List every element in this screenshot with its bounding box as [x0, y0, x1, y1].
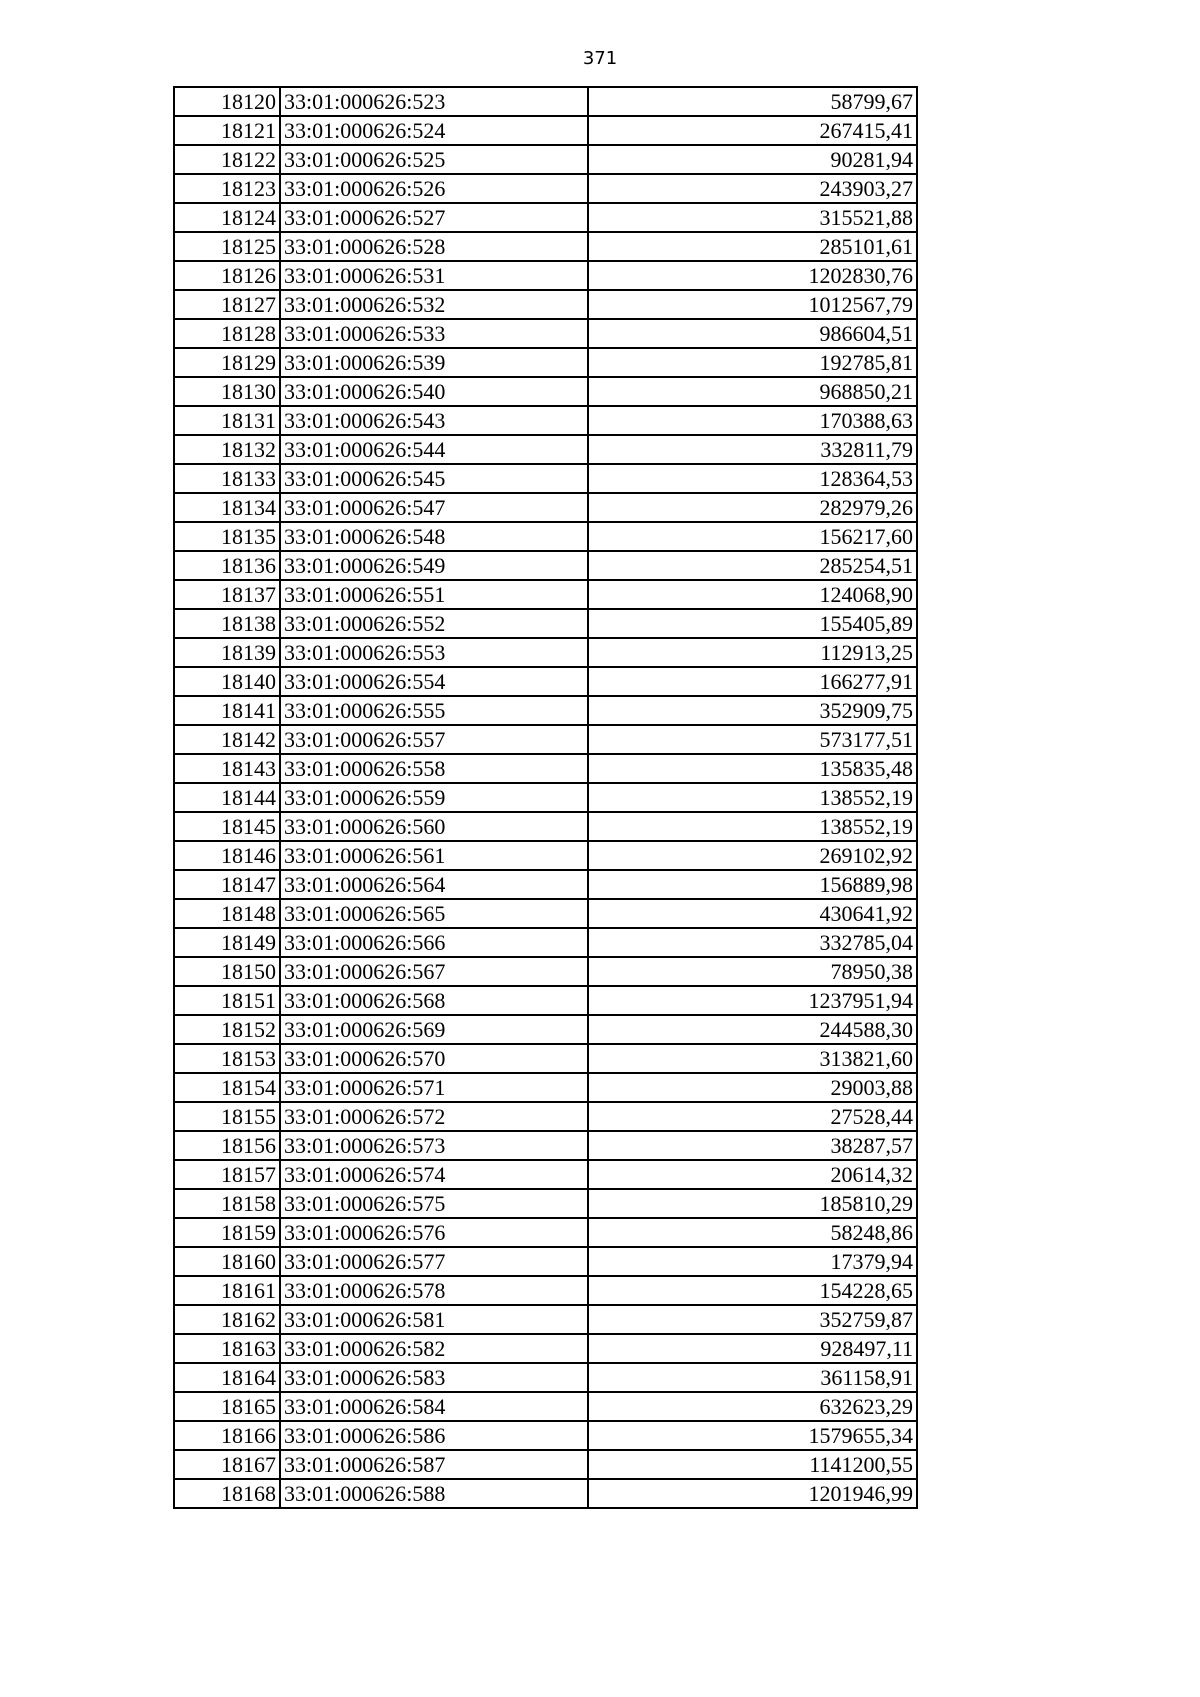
- cadastral-number-cell: 33:01:000626:574: [280, 1160, 588, 1189]
- cadastral-number-cell: 33:01:000626:569: [280, 1015, 588, 1044]
- cadastral-value-cell: 38287,57: [588, 1131, 917, 1160]
- table-row: [174, 1305, 917, 1334]
- table-row: [174, 319, 917, 348]
- cadastral-number-cell: 33:01:000626:532: [280, 290, 588, 319]
- cadastral-value-cell: 166277,91: [588, 667, 917, 696]
- row-number-cell: 18122: [174, 145, 280, 174]
- cadastral-value-cell: 352759,87: [588, 1305, 917, 1334]
- row-number-cell: 18167: [174, 1450, 280, 1479]
- cadastral-number-cell: 33:01:000626:586: [280, 1421, 588, 1450]
- cadastral-number-cell: 33:01:000626:524: [280, 116, 588, 145]
- row-number-cell: 18131: [174, 406, 280, 435]
- cadastral-value-cell: 968850,21: [588, 377, 917, 406]
- row-number-cell: 18168: [174, 1479, 280, 1508]
- cadastral-number-cell: 33:01:000626:557: [280, 725, 588, 754]
- cadastral-value-cell: 27528,44: [588, 1102, 917, 1131]
- table-row: [174, 551, 917, 580]
- row-number-cell: 18145: [174, 812, 280, 841]
- table-body: [174, 87, 917, 1508]
- row-number-cell: 18160: [174, 1247, 280, 1276]
- cadastral-value-cell: 986604,51: [588, 319, 917, 348]
- cadastral-number-cell: 33:01:000626:543: [280, 406, 588, 435]
- cadastral-number-cell: 33:01:000626:539: [280, 348, 588, 377]
- table-row: [174, 116, 917, 145]
- cadastral-value-cell: 138552,19: [588, 783, 917, 812]
- table-row: [174, 406, 917, 435]
- row-number-cell: 18139: [174, 638, 280, 667]
- cadastral-number-cell: 33:01:000626:588: [280, 1479, 588, 1508]
- cadastral-number-cell: 33:01:000626:540: [280, 377, 588, 406]
- cadastral-value-cell: 267415,41: [588, 116, 917, 145]
- row-number-cell: 18151: [174, 986, 280, 1015]
- cadastral-number-cell: 33:01:000626:553: [280, 638, 588, 667]
- cadastral-number-cell: 33:01:000626:549: [280, 551, 588, 580]
- row-number-cell: 18156: [174, 1131, 280, 1160]
- cadastral-value-cell: 1201946,99: [588, 1479, 917, 1508]
- cadastral-value-cell: 112913,25: [588, 638, 917, 667]
- cadastral-value-cell: 135835,48: [588, 754, 917, 783]
- cadastral-number-cell: 33:01:000626:568: [280, 986, 588, 1015]
- row-number-cell: 18144: [174, 783, 280, 812]
- row-number-cell: 18148: [174, 899, 280, 928]
- table-row: [174, 1334, 917, 1363]
- cadastral-number-cell: 33:01:000626:565: [280, 899, 588, 928]
- cadastral-number-cell: 33:01:000626:533: [280, 319, 588, 348]
- cadastral-value-cell: 20614,32: [588, 1160, 917, 1189]
- row-number-cell: 18159: [174, 1218, 280, 1247]
- cadastral-value-cell: 269102,92: [588, 841, 917, 870]
- cadastral-number-cell: 33:01:000626:561: [280, 841, 588, 870]
- table-row: [174, 580, 917, 609]
- cadastral-value-cell: 138552,19: [588, 812, 917, 841]
- row-number-cell: 18150: [174, 957, 280, 986]
- cadastral-value-cell: 928497,11: [588, 1334, 917, 1363]
- page-number: 371: [582, 48, 618, 69]
- row-number-cell: 18126: [174, 261, 280, 290]
- row-number-cell: 18130: [174, 377, 280, 406]
- cadastral-number-cell: 33:01:000626:564: [280, 870, 588, 899]
- row-number-cell: 18153: [174, 1044, 280, 1073]
- table-row: [174, 435, 917, 464]
- row-number-cell: 18134: [174, 493, 280, 522]
- row-number-cell: 18132: [174, 435, 280, 464]
- row-number-cell: 18142: [174, 725, 280, 754]
- row-number-cell: 18135: [174, 522, 280, 551]
- cadastral-number-cell: 33:01:000626:587: [280, 1450, 588, 1479]
- table-row: [174, 290, 917, 319]
- table-row: [174, 609, 917, 638]
- row-number-cell: 18146: [174, 841, 280, 870]
- table-row: [174, 1189, 917, 1218]
- cadastral-value-cell: 154228,65: [588, 1276, 917, 1305]
- cadastral-number-cell: 33:01:000626:582: [280, 1334, 588, 1363]
- table-row: [174, 812, 917, 841]
- cadastral-number-cell: 33:01:000626:558: [280, 754, 588, 783]
- cadastral-number-cell: 33:01:000626:547: [280, 493, 588, 522]
- table-row: [174, 522, 917, 551]
- table-row: [174, 667, 917, 696]
- row-number-cell: 18164: [174, 1363, 280, 1392]
- cadastral-number-cell: 33:01:000626:554: [280, 667, 588, 696]
- cadastral-number-cell: 33:01:000626:552: [280, 609, 588, 638]
- cadastral-number-cell: 33:01:000626:583: [280, 1363, 588, 1392]
- cadastral-number-cell: 33:01:000626:566: [280, 928, 588, 957]
- cadastral-number-cell: 33:01:000626:545: [280, 464, 588, 493]
- cadastral-value-cell: 124068,90: [588, 580, 917, 609]
- cadastral-value-cell: 90281,94: [588, 145, 917, 174]
- row-number-cell: 18137: [174, 580, 280, 609]
- table-row: [174, 725, 917, 754]
- cadastral-value-cell: 1579655,34: [588, 1421, 917, 1450]
- cadastral-value-cell: 78950,38: [588, 957, 917, 986]
- table-row: [174, 377, 917, 406]
- table-row: [174, 1247, 917, 1276]
- cadastral-number-cell: 33:01:000626:578: [280, 1276, 588, 1305]
- cadastral-value-cell: 573177,51: [588, 725, 917, 754]
- cadastral-number-cell: 33:01:000626:559: [280, 783, 588, 812]
- cadastral-number-cell: 33:01:000626:555: [280, 696, 588, 725]
- cadastral-value-cell: 315521,88: [588, 203, 917, 232]
- cadastral-value-cell: 58248,86: [588, 1218, 917, 1247]
- row-number-cell: 18125: [174, 232, 280, 261]
- cadastral-number-cell: 33:01:000626:571: [280, 1073, 588, 1102]
- row-number-cell: 18129: [174, 348, 280, 377]
- row-number-cell: 18166: [174, 1421, 280, 1450]
- table-row: [174, 870, 917, 899]
- cadastral-number-cell: 33:01:000626:544: [280, 435, 588, 464]
- cadastral-number-cell: 33:01:000626:560: [280, 812, 588, 841]
- row-number-cell: 18165: [174, 1392, 280, 1421]
- row-number-cell: 18128: [174, 319, 280, 348]
- table-row: [174, 1160, 917, 1189]
- cadastral-value-cell: 1012567,79: [588, 290, 917, 319]
- cadastral-value-cell: 632623,29: [588, 1392, 917, 1421]
- table-row: [174, 1015, 917, 1044]
- cadastral-number-cell: 33:01:000626:570: [280, 1044, 588, 1073]
- cadastral-value-cell: 430641,92: [588, 899, 917, 928]
- row-number-cell: 18158: [174, 1189, 280, 1218]
- cadastral-number-cell: 33:01:000626:531: [280, 261, 588, 290]
- table-row: [174, 261, 917, 290]
- table-row: [174, 1102, 917, 1131]
- cadastral-number-cell: 33:01:000626:527: [280, 203, 588, 232]
- cadastral-value-cell: 285101,61: [588, 232, 917, 261]
- table-row: [174, 841, 917, 870]
- row-number-cell: 18140: [174, 667, 280, 696]
- table-row: [174, 1131, 917, 1160]
- cadastral-number-cell: 33:01:000626:525: [280, 145, 588, 174]
- table-row: [174, 232, 917, 261]
- cadastral-value-cell: 313821,60: [588, 1044, 917, 1073]
- row-number-cell: 18152: [174, 1015, 280, 1044]
- table-row: [174, 1044, 917, 1073]
- cadastral-value-cell: 128364,53: [588, 464, 917, 493]
- cadastral-value-cell: 244588,30: [588, 1015, 917, 1044]
- table-row: [174, 1218, 917, 1247]
- table-row: [174, 1479, 917, 1508]
- cadastral-value-cell: 192785,81: [588, 348, 917, 377]
- table-row: [174, 957, 917, 986]
- table-row: [174, 1450, 917, 1479]
- row-number-cell: 18162: [174, 1305, 280, 1334]
- row-number-cell: 18141: [174, 696, 280, 725]
- row-number-cell: 18149: [174, 928, 280, 957]
- row-number-cell: 18161: [174, 1276, 280, 1305]
- row-number-cell: 18163: [174, 1334, 280, 1363]
- row-number-cell: 18143: [174, 754, 280, 783]
- cadastral-value-cell: 185810,29: [588, 1189, 917, 1218]
- cadastral-number-cell: 33:01:000626:575: [280, 1189, 588, 1218]
- table-row: [174, 145, 917, 174]
- table-row: [174, 899, 917, 928]
- cadastral-value-cell: 243903,27: [588, 174, 917, 203]
- cadastral-number-cell: 33:01:000626:551: [280, 580, 588, 609]
- cadastral-value-cell: 17379,94: [588, 1247, 917, 1276]
- table-row: [174, 928, 917, 957]
- cadastral-value-cell: 156889,98: [588, 870, 917, 899]
- cadastral-value-cell: 282979,26: [588, 493, 917, 522]
- cadastral-number-cell: 33:01:000626:584: [280, 1392, 588, 1421]
- cadastral-number-cell: 33:01:000626:567: [280, 957, 588, 986]
- cadastral-value-cell: 361158,91: [588, 1363, 917, 1392]
- row-number-cell: 18120: [174, 87, 280, 116]
- cadastral-value-cell: 1202830,76: [588, 261, 917, 290]
- cadastral-value-cell: 155405,89: [588, 609, 917, 638]
- cadastral-value-cell: 285254,51: [588, 551, 917, 580]
- row-number-cell: 18121: [174, 116, 280, 145]
- table-row: [174, 87, 917, 116]
- cadastral-value-cell: 170388,63: [588, 406, 917, 435]
- table-row: [174, 1363, 917, 1392]
- row-number-cell: 18133: [174, 464, 280, 493]
- cadastral-number-cell: 33:01:000626:573: [280, 1131, 588, 1160]
- row-number-cell: 18124: [174, 203, 280, 232]
- cadastral-number-cell: 33:01:000626:523: [280, 87, 588, 116]
- table-row: [174, 696, 917, 725]
- row-number-cell: 18157: [174, 1160, 280, 1189]
- cadastral-value-cell: 352909,75: [588, 696, 917, 725]
- cadastral-number-cell: 33:01:000626:576: [280, 1218, 588, 1247]
- cadastral-number-cell: 33:01:000626:577: [280, 1247, 588, 1276]
- table-row: [174, 754, 917, 783]
- cadastral-number-cell: 33:01:000626:581: [280, 1305, 588, 1334]
- cadastral-value-cell: 1141200,55: [588, 1450, 917, 1479]
- cadastral-value-table: [173, 86, 918, 1509]
- row-number-cell: 18147: [174, 870, 280, 899]
- row-number-cell: 18123: [174, 174, 280, 203]
- table-row: [174, 493, 917, 522]
- cadastral-number-cell: 33:01:000626:548: [280, 522, 588, 551]
- row-number-cell: 18136: [174, 551, 280, 580]
- table-row: [174, 1276, 917, 1305]
- cadastral-number-cell: 33:01:000626:526: [280, 174, 588, 203]
- table-row: [174, 203, 917, 232]
- cadastral-value-cell: 58799,67: [588, 87, 917, 116]
- row-number-cell: 18138: [174, 609, 280, 638]
- row-number-cell: 18155: [174, 1102, 280, 1131]
- table-row: [174, 464, 917, 493]
- table-row: [174, 986, 917, 1015]
- cadastral-value-cell: 332811,79: [588, 435, 917, 464]
- table-row: [174, 638, 917, 667]
- cadastral-value-cell: 332785,04: [588, 928, 917, 957]
- table-row: [174, 1392, 917, 1421]
- table-row: [174, 1073, 917, 1102]
- cadastral-number-cell: 33:01:000626:528: [280, 232, 588, 261]
- table-row: [174, 348, 917, 377]
- table-row: [174, 783, 917, 812]
- cadastral-value-cell: 29003,88: [588, 1073, 917, 1102]
- table-row: [174, 1421, 917, 1450]
- row-number-cell: 18127: [174, 290, 280, 319]
- row-number-cell: 18154: [174, 1073, 280, 1102]
- cadastral-value-cell: 156217,60: [588, 522, 917, 551]
- cadastral-number-cell: 33:01:000626:572: [280, 1102, 588, 1131]
- table-row: [174, 174, 917, 203]
- cadastral-value-cell: 1237951,94: [588, 986, 917, 1015]
